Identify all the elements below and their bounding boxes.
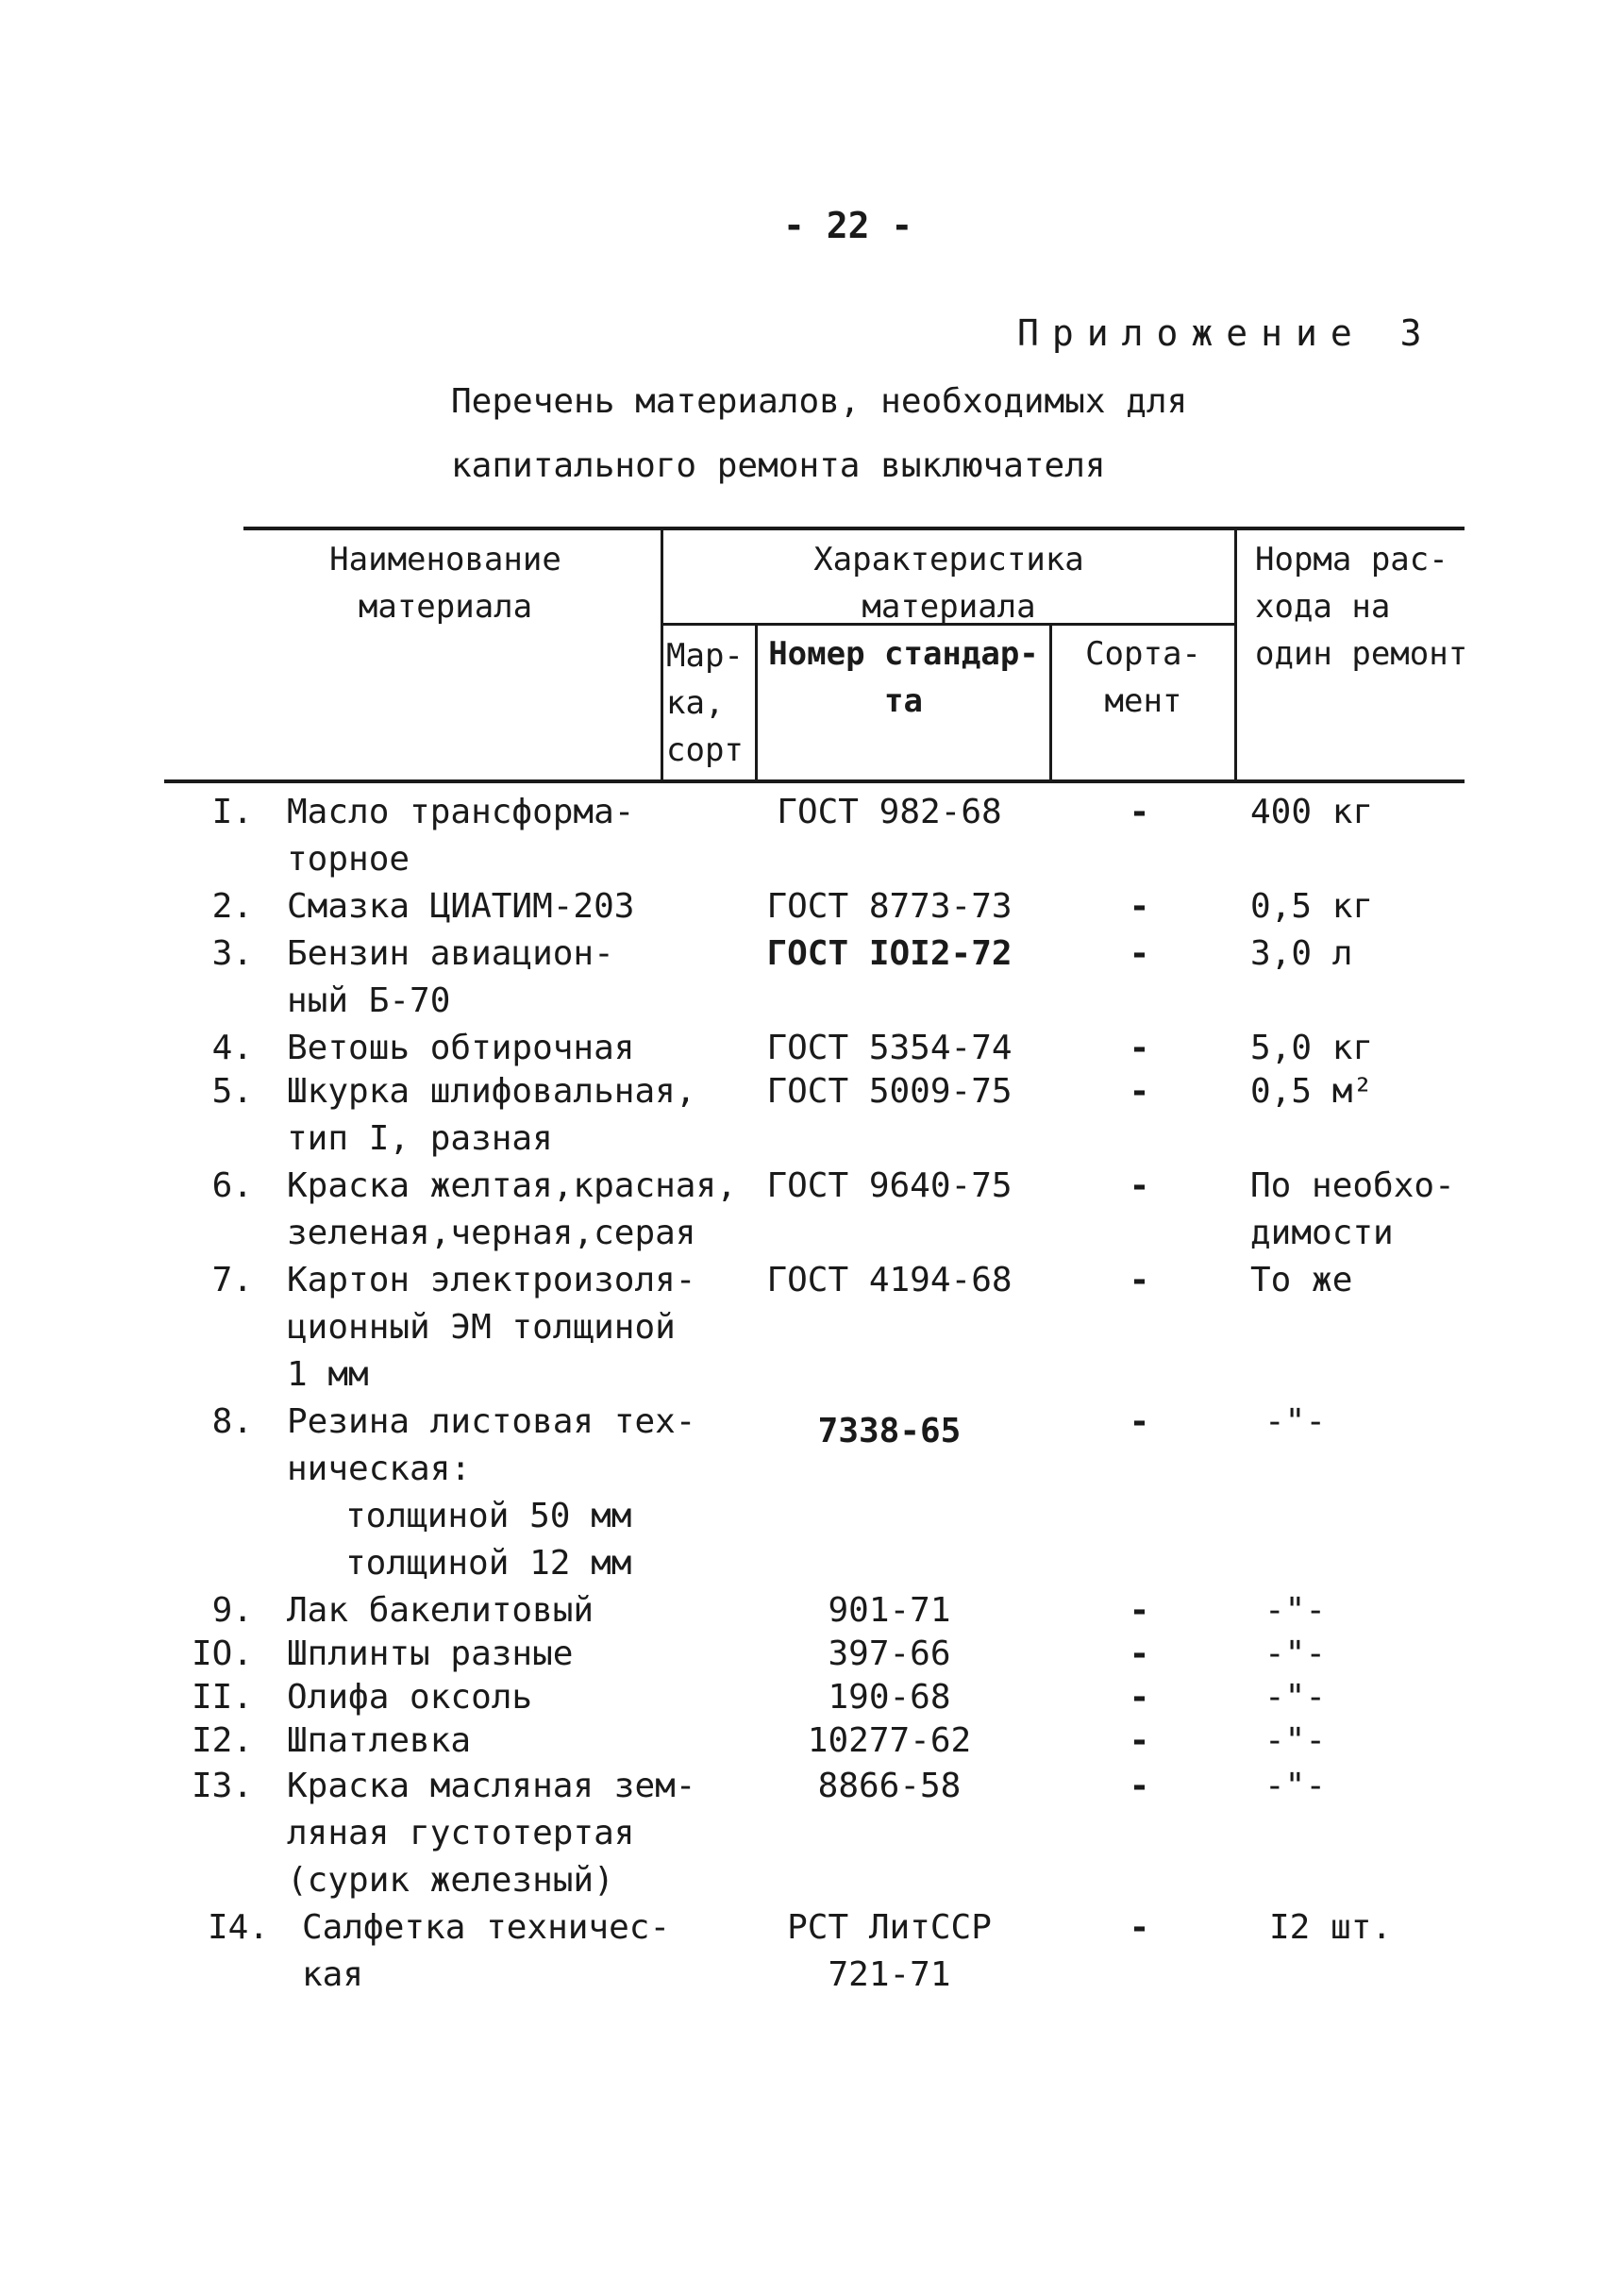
assortment: - <box>1129 1261 1150 1299</box>
material-name: Шпатлевка <box>287 1721 472 1760</box>
assortment: - <box>1129 1767 1150 1805</box>
material-name: Краска желтая,красная, зеленая,черная,серая <box>287 1166 737 1252</box>
row-number: IO. <box>191 1634 253 1673</box>
assortment: - <box>1129 934 1150 973</box>
material-name: Картон электроизоля- ционный ЭМ толщиной 1 мм <box>287 1261 696 1394</box>
assortment: - <box>1129 887 1150 926</box>
header-standard: Номер стандар- та <box>768 635 1039 720</box>
material-name: Салфетка техничес- кая <box>302 1908 671 1994</box>
standard-number: ГОСТ 5009-75 <box>766 1072 1013 1111</box>
assortment: - <box>1129 1908 1150 1947</box>
row-number: 9. <box>211 1591 253 1630</box>
header-name: Наименование материала <box>329 541 561 626</box>
consumption-norm: -"- <box>1264 1678 1327 1717</box>
header-grade: Мар- ка, сорт <box>666 637 744 769</box>
assortment: - <box>1129 1029 1150 1067</box>
consumption-norm: 5,0 кг <box>1250 1029 1374 1067</box>
column-divider <box>1234 528 1237 781</box>
row-number: 8. <box>211 1402 253 1441</box>
consumption-norm: 400 кг <box>1250 793 1374 831</box>
consumption-norm: -"- <box>1264 1402 1327 1441</box>
standard-number: ГОСТ 9640-75 <box>766 1166 1013 1205</box>
consumption-norm: 3,0 л <box>1250 934 1353 973</box>
row-number: II. <box>191 1678 253 1717</box>
header-characteristic: Характеристика материала <box>813 541 1084 626</box>
standard-number: 901-71 <box>828 1591 951 1630</box>
assortment: - <box>1129 793 1150 831</box>
consumption-norm: По необхо- димости <box>1250 1166 1455 1252</box>
material-name: Резина листовая тех- ническая: толщиной 50 мм толщиной 12 мм <box>287 1399 695 1587</box>
row-number: I. <box>211 793 253 831</box>
material-name: Олифа оксоль <box>287 1678 533 1717</box>
standard-number: 10277-62 <box>807 1721 972 1760</box>
material-name: Лак бакелитовый <box>287 1591 594 1630</box>
material-name: Краска масляная зем- ляная густотертая (сурик железный) <box>287 1767 696 1900</box>
consumption-norm: -"- <box>1264 1767 1327 1805</box>
assortment: - <box>1129 1166 1150 1205</box>
assortment: - <box>1129 1072 1150 1111</box>
header-norm: Норма рас- хода на один ремонт <box>1255 541 1468 673</box>
standard-number: ГОСТ 8773-73 <box>766 887 1013 926</box>
consumption-norm: I2 шт. <box>1269 1908 1393 1947</box>
header-assortment: Сорта- мент <box>1085 635 1201 720</box>
material-name: Ветошь обтирочная <box>287 1029 635 1067</box>
material-name: Бензин авиацион- ный Б-70 <box>287 934 614 1020</box>
row-number: I2. <box>191 1721 253 1760</box>
row-number: I3. <box>191 1767 253 1805</box>
standard-number: РСТ ЛитССР 721-71 <box>787 1908 992 1994</box>
assortment: - <box>1129 1721 1150 1760</box>
table-top-rule <box>243 527 1465 530</box>
consumption-norm: -"- <box>1264 1634 1327 1673</box>
consumption-norm: -"- <box>1264 1591 1327 1630</box>
assortment: - <box>1129 1678 1150 1717</box>
row-number: 5. <box>211 1072 253 1111</box>
page-number: - 22 - <box>783 205 913 246</box>
row-number: 3. <box>211 934 253 973</box>
sub-item: толщиной 12 мм <box>345 1544 632 1583</box>
consumption-norm: -"- <box>1264 1721 1327 1760</box>
title-line: капитального ремонта выключателя <box>451 446 1106 485</box>
row-number: 7. <box>211 1261 253 1299</box>
document-title <box>451 370 1187 498</box>
standard-number: 7338-65 <box>817 1412 962 1450</box>
table-header-bottom-rule <box>164 779 1465 783</box>
consumption-norm: 0,5 м² <box>1250 1072 1374 1111</box>
standard-number: ГОСТ 982-68 <box>777 793 1002 831</box>
standard-number: 397-66 <box>828 1634 951 1673</box>
consumption-norm: 0,5 кг <box>1250 887 1374 926</box>
title-line: Перечень материалов, необходимых для <box>451 382 1188 421</box>
assortment: - <box>1129 1402 1150 1441</box>
appendix-label: Приложение 3 <box>1017 312 1435 354</box>
row-number: 6. <box>211 1166 253 1205</box>
assortment: - <box>1129 1591 1150 1630</box>
standard-number: ГОСТ 5354-74 <box>766 1029 1013 1067</box>
row-number: I4. <box>207 1908 269 1947</box>
standard-number: 190-68 <box>828 1678 951 1717</box>
sub-item: толщиной 50 мм <box>345 1497 632 1535</box>
standard-number: 8866-58 <box>817 1767 962 1805</box>
material-name: Шплинты разные <box>287 1634 574 1673</box>
material-name: Шкурка шлифовальная, тип I, разная <box>287 1072 696 1158</box>
material-name: Масло трансформа- торное <box>287 793 635 879</box>
consumption-norm: То же <box>1250 1261 1353 1299</box>
material-name: Смазка ЦИАТИМ-203 <box>287 887 635 926</box>
standard-number: ГОСТ IOI2-72 <box>766 934 1013 973</box>
standard-number: ГОСТ 4194-68 <box>766 1261 1013 1299</box>
assortment: - <box>1129 1634 1150 1673</box>
row-number: 4. <box>211 1029 253 1067</box>
row-number: 2. <box>211 887 253 926</box>
